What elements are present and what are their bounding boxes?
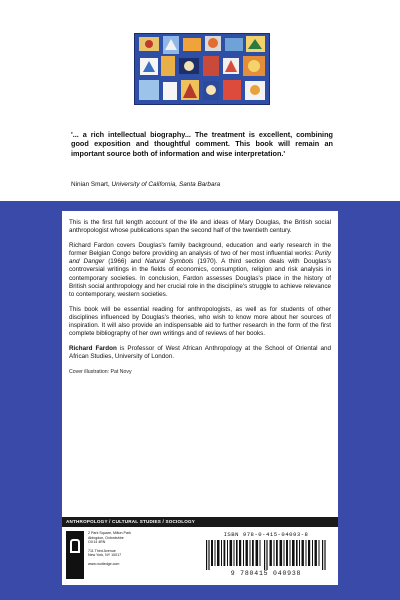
back-cover-panel (62, 211, 338, 585)
cover-credit: Cover illustration: Pat Novy (69, 369, 132, 376)
author-name: Richard Fardon (69, 345, 117, 353)
subject-category-bar: ANTHROPOLOGY / CULTURAL STUDIES / SOCIOLOGY (62, 517, 338, 527)
barcode-number: 9 780415 040938 (230, 570, 302, 577)
cover-illustration (134, 33, 270, 105)
author-bio: Richard Fardon is Professor of West African Anthropology at the School of Oriental and African Studies, University of London. (69, 345, 331, 361)
quote-affiliation: University of California, Santa Barbara (111, 181, 221, 188)
quote-author: Ninian Smart, (71, 181, 110, 188)
top-section (0, 0, 400, 195)
routledge-logo-icon (66, 531, 84, 579)
publisher-address: 2 Park Square, Milton Park Abingdon, Oxfordshire OX14 4RN 711 Third Avenue New York, NY 10017 www.routledge.com (88, 531, 168, 567)
blurb (69, 219, 331, 377)
review-quote: '... a rich intellectual biography... The treatment is excellent, combining good exposition and thoughtful comment. This book will remain an important source both of information and wise interpretation.' (71, 130, 333, 158)
quote-attribution (71, 181, 333, 188)
back-cover-footer (62, 527, 338, 585)
book-title-natural-symbols: Natural Symbols (144, 258, 194, 266)
barcode-icon (206, 540, 326, 570)
blurb-paragraph-2: Richard Fardon covers Douglas's family background, education and early research in the former Belgian Congo before providing an analysis of two of her most influential works: Purity and Danger (1966) and Natural Symbols (1970). A third section deals with Douglas's controversial writings in the fields of economics, consumption, religion and risk analysis in contemporary societies. In conclusion, Fardon assesses Douglas's place in the history of British social anthropology and her crucial role in the discipline's struggle to achieve relevance to contemporary, western societies. (69, 242, 331, 298)
isbn-block (198, 531, 334, 581)
publisher-website: www.routledge.com (88, 561, 120, 566)
book-title-purity-and-danger: Purity and Danger (69, 250, 331, 266)
blurb-paragraph-3: This book will be essential reading for anthropologists, as well as for students of other disciplines influenced by Douglas's theories, who wish to know more about her sources of inspiration. It will also provide an indispensable aid to further research in the form of the first complete bibliography of her own writings and of reviews of her books. (69, 305, 331, 338)
isbn-label: ISBN 978-0-415-04093-8 (223, 531, 309, 538)
blurb-paragraph-1: This is the first full length account of the life and ideas of Mary Douglas, the British social anthropologist whose publications span the second half of the twentieth century. (69, 219, 331, 235)
